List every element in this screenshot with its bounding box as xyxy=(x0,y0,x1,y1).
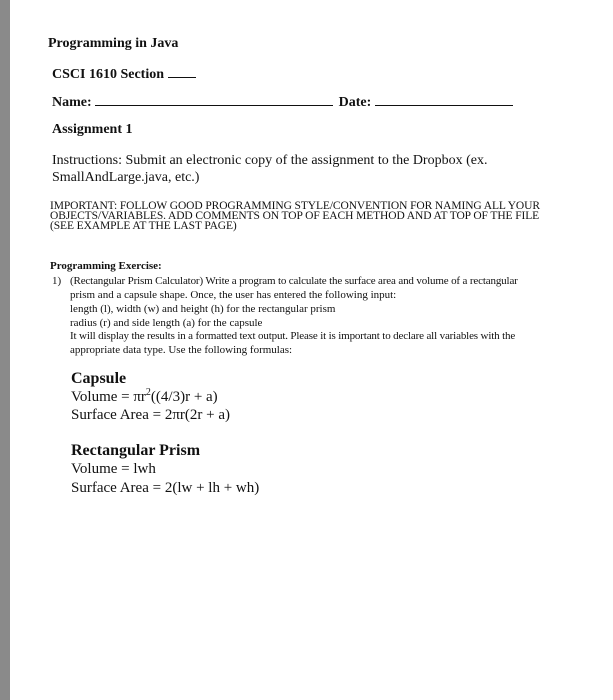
name-blank xyxy=(95,93,333,106)
exercise-line-6: appropriate data type. Use the following formulas: xyxy=(70,344,293,356)
section-blank xyxy=(168,65,196,78)
course-title: Programming in Java xyxy=(48,36,179,51)
name-line xyxy=(52,93,513,111)
exercise-line-5: It will display the results in a formatted text output. Please it is important to declare all variables with the xyxy=(70,330,516,342)
name-label: Name: xyxy=(52,95,92,110)
exercise-heading: Programming Exercise: xyxy=(50,260,162,272)
exercise-line-2: prism and a capsule shape. Once, the user has entered the following input: xyxy=(70,289,397,301)
section-label: CSCI 1610 Section xyxy=(52,67,165,82)
document-page xyxy=(10,0,613,700)
capsule-heading: Capsule xyxy=(71,370,127,387)
prism-volume: Volume = lwh xyxy=(71,461,156,477)
exercise-number: 1) xyxy=(52,275,62,287)
prism-surface: Surface Area = 2(lw + lh + wh) xyxy=(71,480,260,496)
instructions-line-1: Instructions: Submit an electronic copy of the assignment to the Dropbox (ex. xyxy=(52,153,488,168)
exercise-line-1: (Rectangular Prism Calculator) Write a program to calculate the surface area and volume of a rectangular xyxy=(70,275,518,287)
exercise-line-3: length (l), width (w) and height (h) for the rectangular prism xyxy=(70,303,336,315)
instructions-line-2: SmallAndLarge.java, etc.) xyxy=(52,170,200,185)
important-line-3: (SEE EXAMPLE AT THE LAST PAGE) xyxy=(50,220,237,232)
exercise-line-4: radius (r) and side length (a) for the capsule xyxy=(70,317,263,329)
prism-heading: Rectangular Prism xyxy=(71,442,201,459)
date-blank xyxy=(375,93,513,106)
section-line xyxy=(52,65,196,83)
important-line-2: OBJECTS/VARIABLES. ADD COMMENTS ON TOP OF EACH METHOD AND AT TOP OF THE FILE xyxy=(50,210,540,222)
capsule-volume-suffix: ((4/3)r + a) xyxy=(150,389,218,405)
assignment-label: Assignment 1 xyxy=(52,122,133,137)
capsule-volume-prefix: Volume = πr xyxy=(71,389,146,405)
date-label: Date: xyxy=(338,95,372,110)
capsule-volume-exponent: 2 xyxy=(145,387,151,398)
important-line-1: IMPORTANT: FOLLOW GOOD PROGRAMMING STYLE/CONVENTION FOR NAMING ALL YOUR xyxy=(50,200,540,212)
capsule-volume xyxy=(71,389,218,406)
capsule-surface: Surface Area = 2πr(2r + a) xyxy=(71,407,231,423)
